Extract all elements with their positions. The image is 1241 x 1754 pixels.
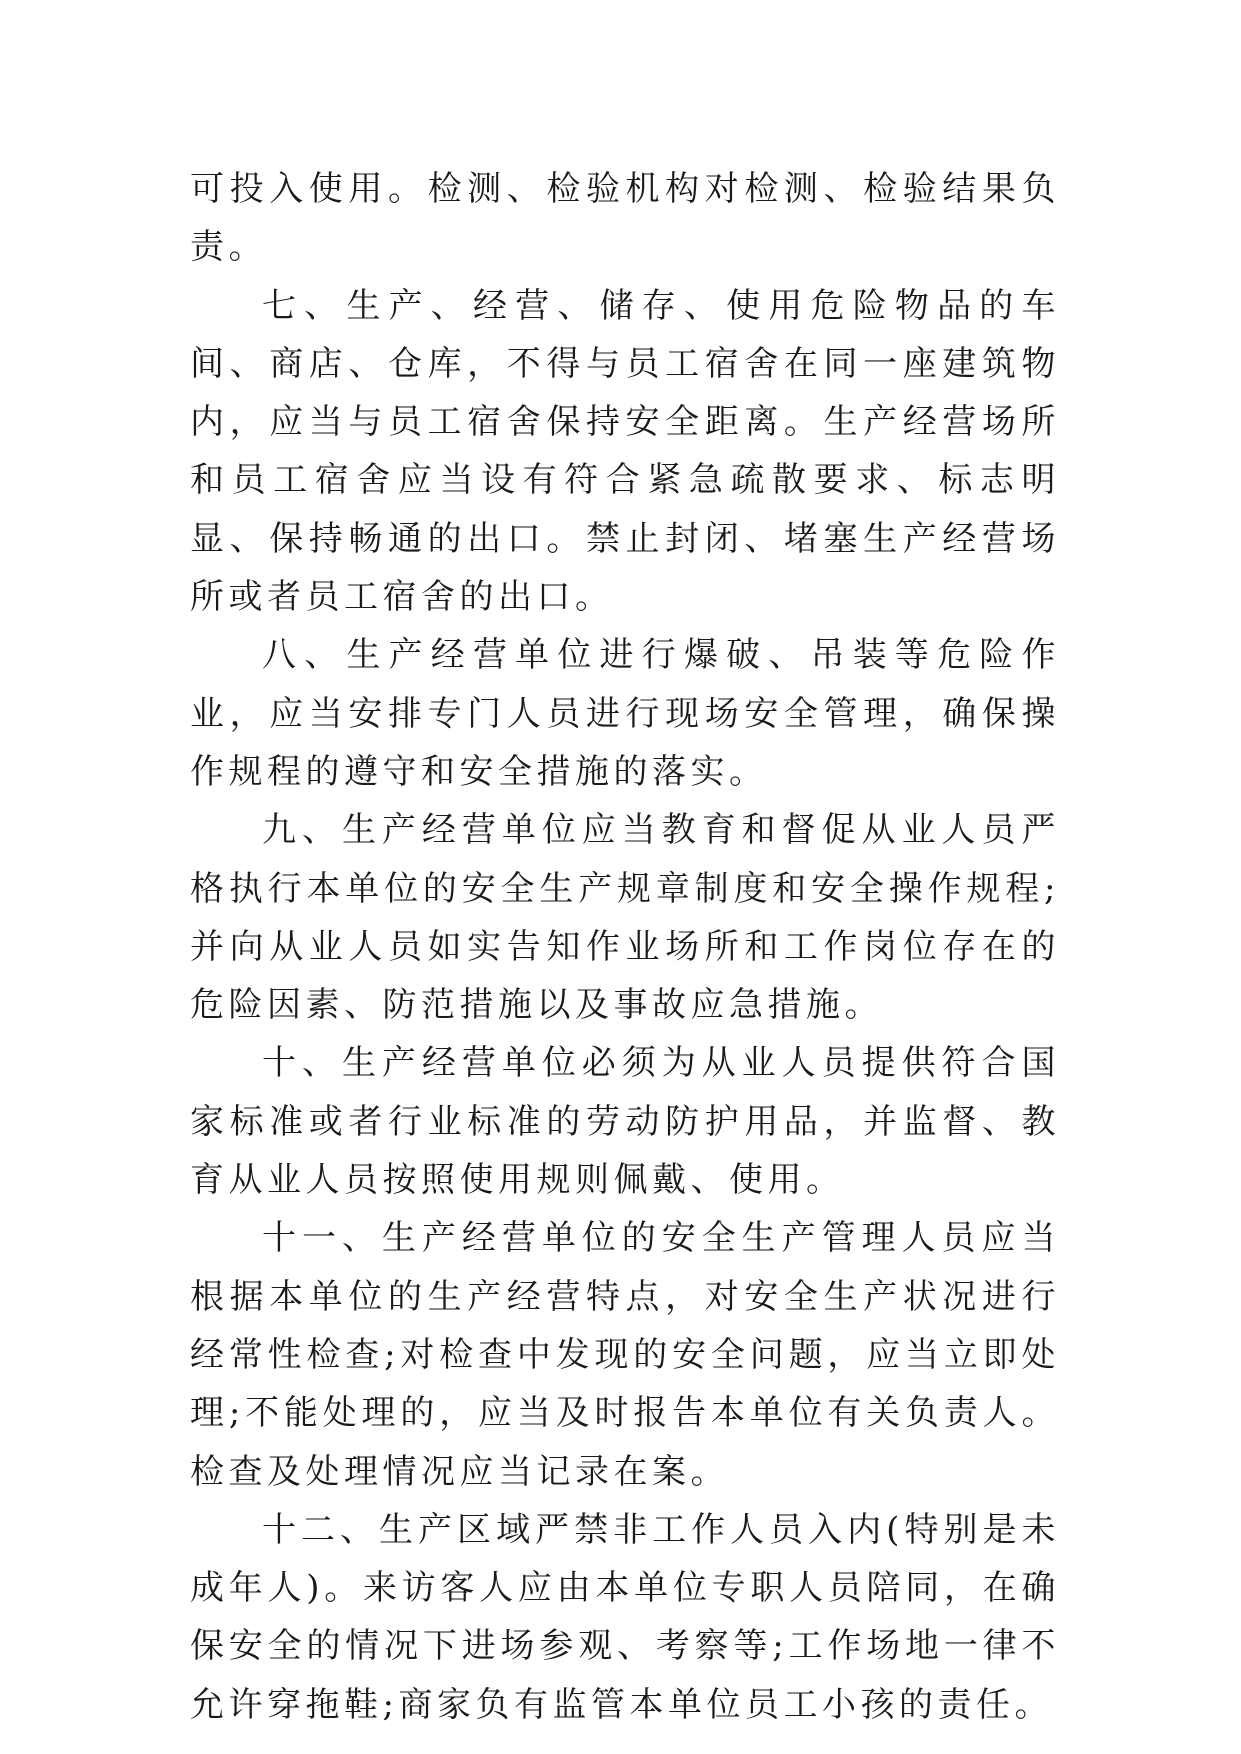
paragraph-item-11: 十一、生产经营单位的安全生产管理人员应当根据本单位的生产经营特点，对安全生产状况进行经常性检查;对检查中发现的安全问题，应当立即处理;不能处理的，应当及时报告本单位有关负责人。检查及处理情况应当记录在案。 [190,1218,1060,1492]
paragraph-item-9: 九、生产经营单位应当教育和督促从业人员严格执行本单位的安全生产规章制度和安全操作规程;并向从业人员如实告知作业场所和工作岗位存在的危险因素、防范措施以及事故应急措施。 [190,810,1060,1026]
document-body [190,160,1060,1734]
paragraph-item-8: 八、生产经营单位进行爆破、吊装等危险作业，应当安排专门人员进行现场安全管理，确保操作规程的遵守和安全措施的落实。 [190,635,1060,792]
paragraph-continuation: 可投入使用。检测、检验机构对检测、检验结果负责。 [190,169,1060,268]
paragraph-item-10: 十、生产经营单位必须为从业人员提供符合国家标准或者行业标准的劳动防护用品，并监督、教育从业人员按照使用规则佩戴、使用。 [190,1043,1060,1201]
paragraph-item-7: 七、生产、经营、储存、使用危险物品的车间、商店、仓库，不得与员工宿舍在同一座建筑物内，应当与员工宿舍保持安全距离。生产经营场所和员工宿舍应当设有符合紧急疏散要求、标志明显、保持畅通的出口。禁止封闭、堵塞生产经营场所或者员工宿舍的出口。 [190,285,1060,618]
paragraph-item-12: 十二、生产区域严禁非工作人员入内(特别是未成年人)。来访客人应由本单位专职人员陪同，在确保安全的情况下进场参观、考察等;工作场地一律不允许穿拖鞋;商家负有监管本单位员工小孩的责任。 [190,1509,1060,1725]
